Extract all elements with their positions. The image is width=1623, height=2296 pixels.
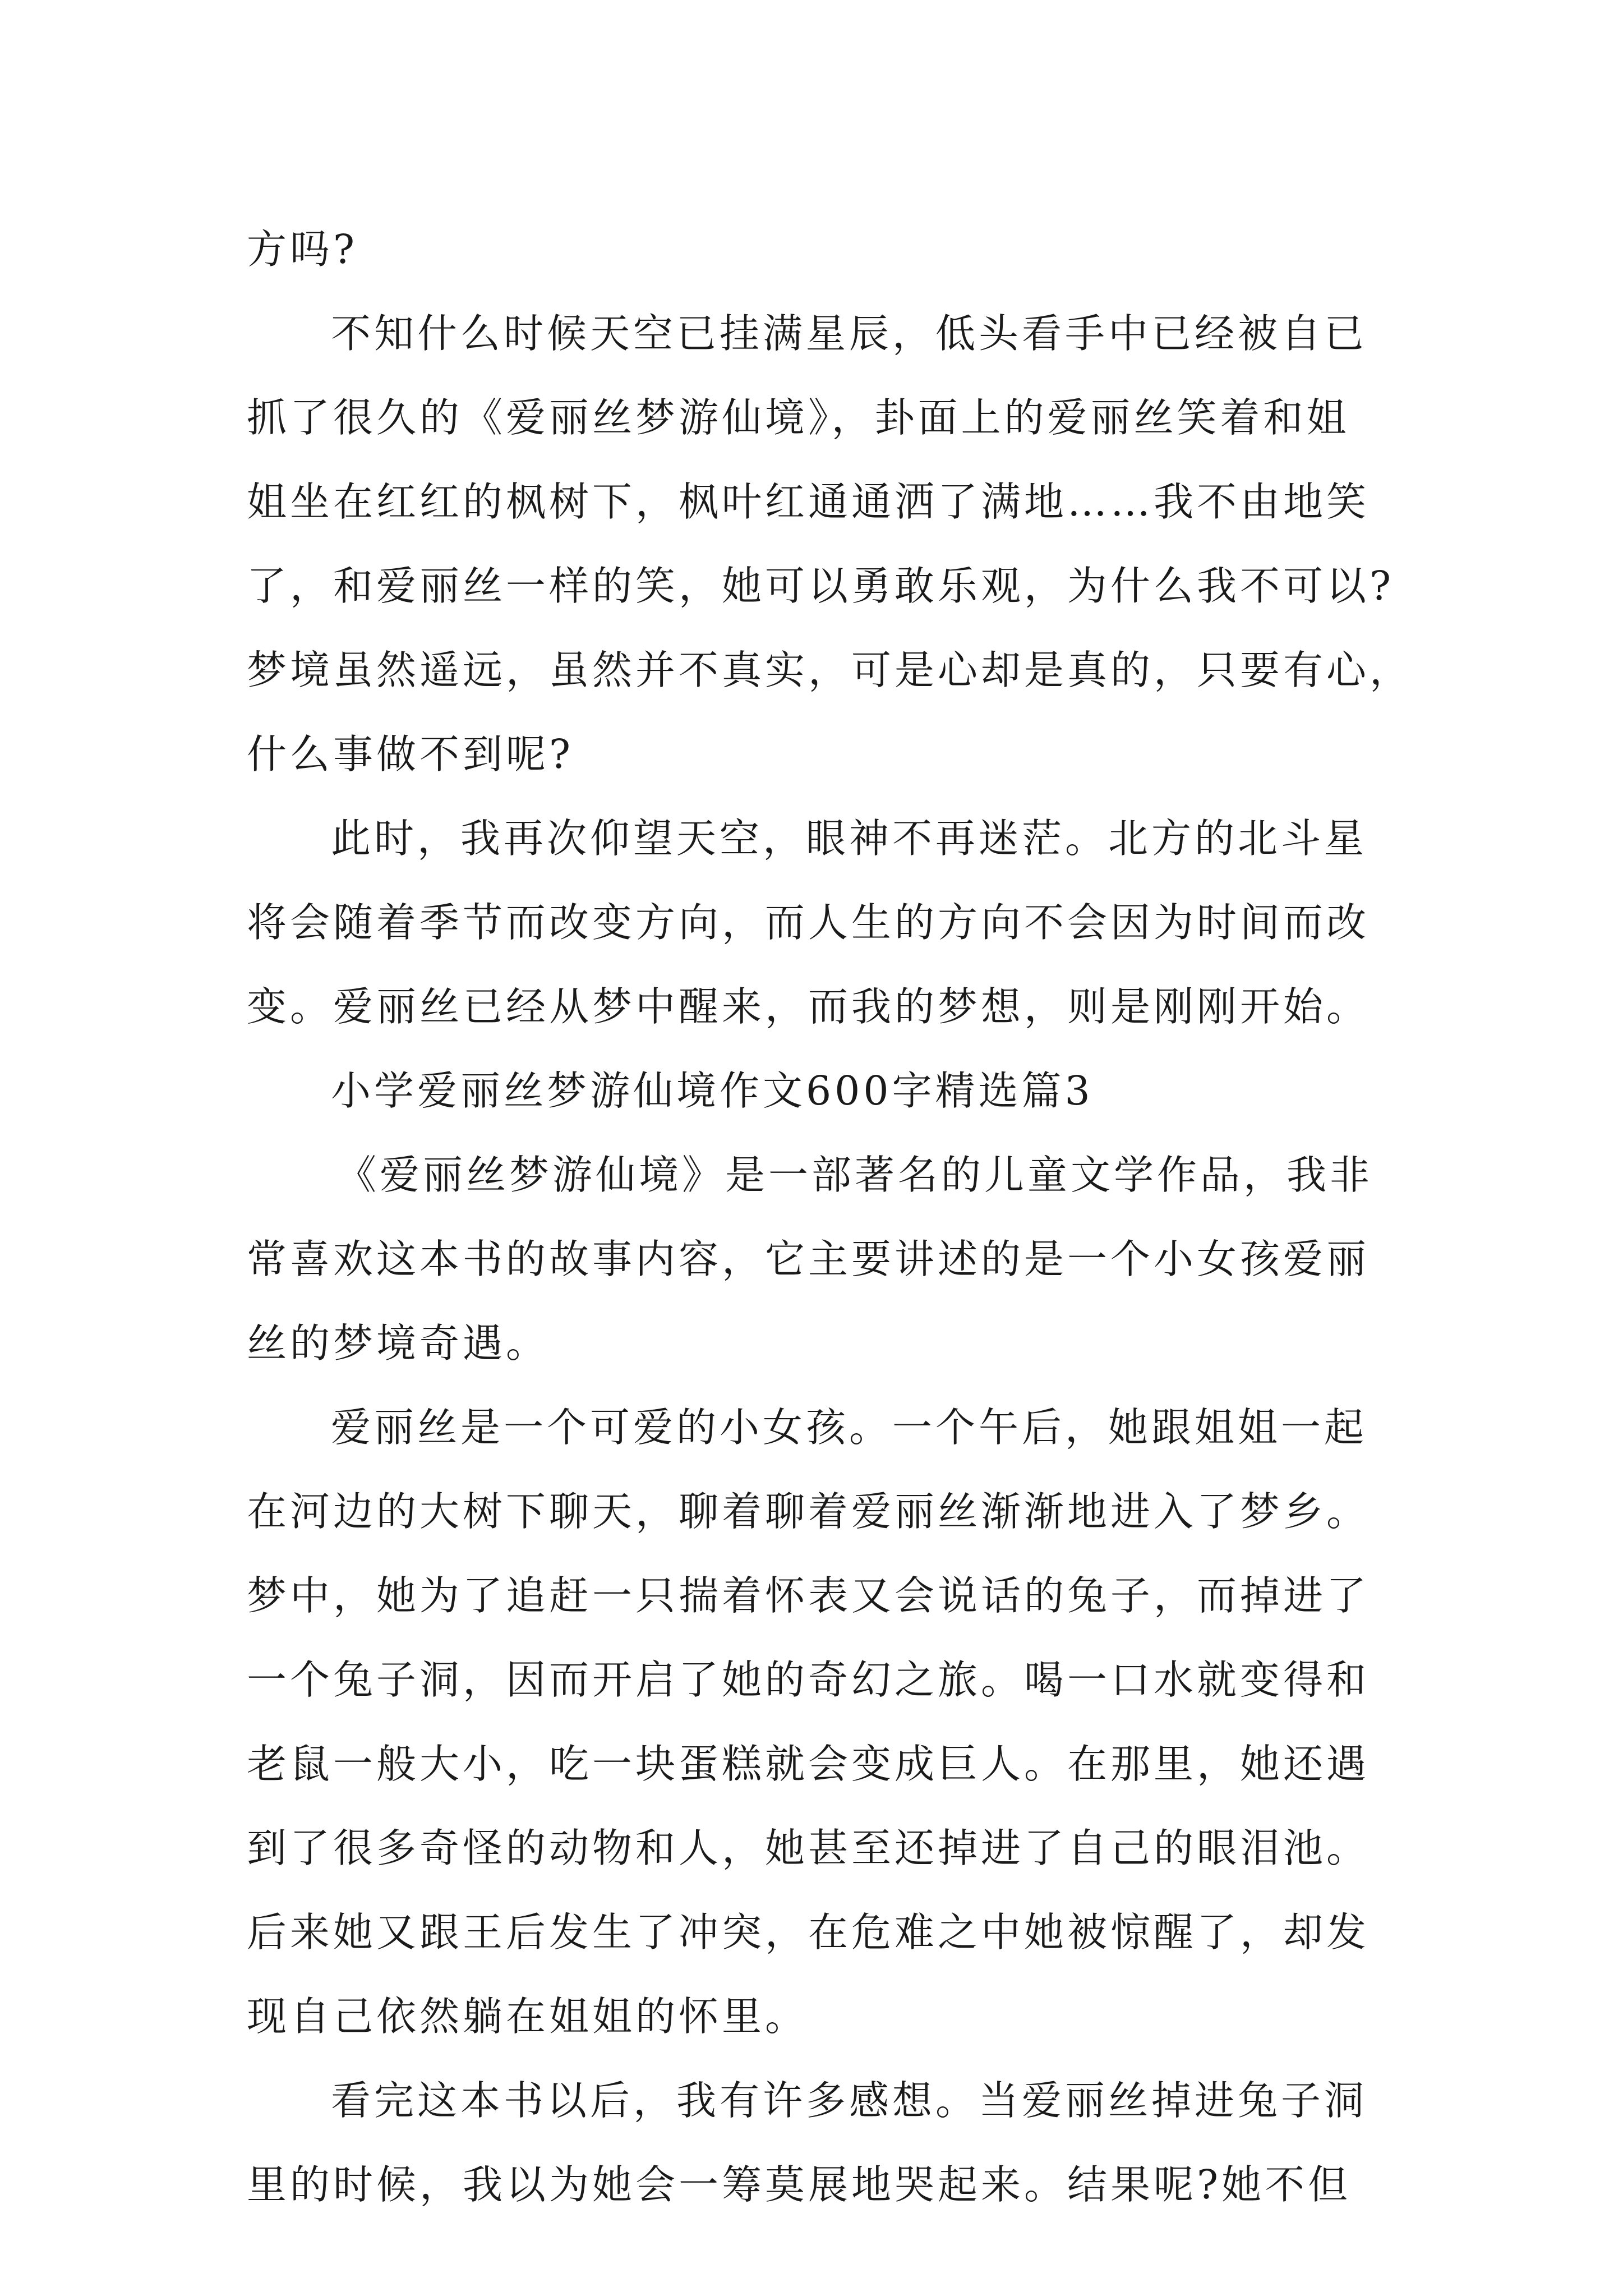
text-line: 方吗?: [247, 226, 358, 273]
text-line: 不知什么时候天空已挂满星辰，低头看手中已经被自已: [331, 310, 1368, 357]
text-line: 梦境虽然遥远，虽然并不真实，可是心却是真的，只要有心，: [247, 647, 1413, 693]
text-line: 到了很多奇怪的动物和人，她甚至还掉进了自己的眼泪池。: [247, 1825, 1370, 1871]
text-line: 《爱丽丝梦游仙境》是一部著名的儿童文学作品，我非: [336, 1152, 1373, 1198]
text-line: 后来她又跟王后发生了冲突，在危难之中她被惊醒了，却发: [247, 1909, 1370, 1955]
text-line: 了，和爱丽丝一样的笑，她可以勇敢乐观，为什么我不可以?: [247, 563, 1395, 609]
paragraph: [247, 2059, 1391, 2227]
paragraph: [247, 1133, 1391, 1386]
text-line: 什么事做不到呢?: [247, 731, 574, 777]
text-line: 一个兔子洞，因而开启了她的奇幻之旅。喝一口水就变得和: [247, 1657, 1370, 1703]
paragraph-continuation: [247, 208, 1391, 292]
text-line: 爱丽丝是一个可爱的小女孩。一个午后，她跟姐姐一起: [331, 1404, 1368, 1451]
text-line: 此时，我再次仰望天空，眼神不再迷茫。北方的北斗星: [331, 815, 1368, 862]
text-line: 丝的梦境奇遇。: [247, 1320, 550, 1366]
text-line: 抓了很久的《爱丽丝梦游仙境》，卦面上的爱丽丝笑着和姐: [247, 394, 1350, 441]
paragraph: [247, 797, 1391, 1049]
text-line: 变。爱丽丝已经从梦中醒来，而我的梦想，则是刚刚开始。: [247, 983, 1370, 1030]
text-line: 常喜欢这本书的故事内容，它主要讲述的是一个小女孩爱丽: [247, 1236, 1370, 1282]
text-line: 现自己依然躺在姐姐的怀里。: [247, 1993, 809, 2040]
document-body: [247, 208, 1413, 2227]
text-line: 里的时候，我以为她会一筹莫展地哭起来。结果呢?她不但: [247, 2161, 1352, 2208]
text-line: 在河边的大树下聊天，聊着聊着爱丽丝渐渐地进入了梦乡。: [247, 1488, 1370, 1535]
text-line: 老鼠一般大小，吃一块蛋糕就会变成巨人。在那里，她还遇: [247, 1741, 1370, 1787]
text-line: 姐坐在红红的枫树下，枫叶红通通洒了满地……我不由地笑: [247, 478, 1370, 525]
paragraph: [247, 292, 1413, 797]
section-heading: [247, 1049, 1391, 1133]
text-line: 将会随着季节而改变方向，而人生的方向不会因为时间而改: [247, 899, 1370, 946]
paragraph: [247, 1386, 1391, 2059]
text-line: 看完这本书以后，我有许多感想。当爱丽丝掉进兔子洞: [331, 2077, 1368, 2124]
section-heading-text: 小学爱丽丝梦游仙境作文600字精选篇3: [331, 1068, 1094, 1114]
text-line: 梦中，她为了追赶一只揣着怀表又会说话的兔子，而掉进了: [247, 1572, 1370, 1619]
